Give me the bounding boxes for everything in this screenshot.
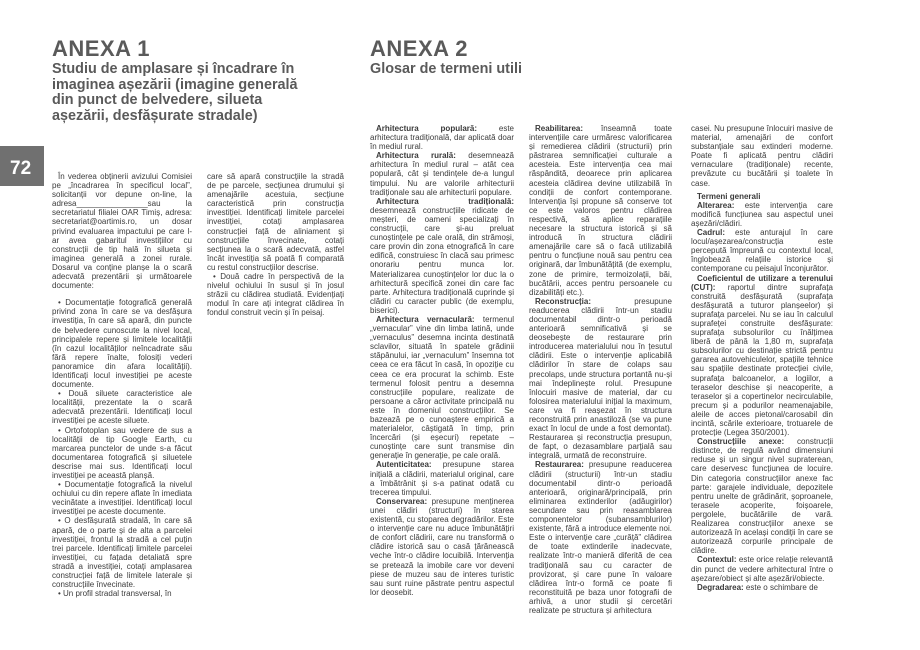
page-number: 72 xyxy=(10,158,32,179)
glossary-entry: Restaurarea: presupune readucerea clădirii (structurii) într-un stadiu documentabil dintr-o perioadă anterioară, originară/principală, prin eliminarea extinderilor (adăugirilor) secundare sau prin reasamblarea componentelor (subansamblurilor) existente, fără a introduce elemente noi. Este o intervenție care „curăță” clădirea de toate extinderile inadecvate, realizate într-o manieră diferită de cea tradițională sau cu caracter de provizorat, și care pune în valoare clădirea într-o formă ce poate fi reconstituită pe baza unor fotografii de arhivă, a unor studii și cercetări realizate pe structura și arhitectura xyxy=(529,460,672,615)
glossary-entry: Conservarea: presupune menținerea unei clădiri (structuri) în starea existentă, cu stoparea degradărilor. Este o intervenție care nu aduce îmbunătățiri de confort clădirii, care nu transformă o clădire istorică sau o casă țărănească veche într-o clădire locuibilă. Intervenția se pretează la imobile care vor deveni piese de muzeu sau de interes turistic sau sunt ruine păstrate pentru aspectul lor deosebit. xyxy=(370,496,514,597)
annex1-header xyxy=(52,38,298,124)
annex1-subtitle-line: așezării, desfășurate stradale) xyxy=(52,107,258,124)
annex1-subtitle-line: Studiu de amplasare și încadrare în xyxy=(52,61,295,77)
paragraph: care să apară construcțiile la stradă de pe parcele, secțiunea drumului și amenajările acestuia, secțiune caracteristică prin construcția investiției. Identificați limitele parcelei investiției, cotați amplasarea construcției față de aliniament și construcțiile învecinate, cotați secțiunea la o scară adecvată, astfel încât investiția să poată fi comparată cu restul construcțiilor descrise. xyxy=(207,172,344,272)
annex1-title: ANEXA 1 xyxy=(52,36,151,61)
glossary-entry: Arhitectura populară: este arhitectura tradițională, dar aplicată doar în mediul rural. xyxy=(370,124,514,152)
list-item: • Două cadre în perspectivă de la nivelul ochiului în susul și în josul străzii cu clădirea studiată. Evidențiați modul în care ați integrat clădirea în fondul construit vecin și în peisaj. xyxy=(207,272,344,318)
glossary-entry: Coeficientul de utilizare a terenului (CUT): raportul dintre suprafața construită desfășurată (suprafața desfășurată a tuturor planșeelor) și suprafața parcelei. Nu se iau în calculul suprafeței construite desfășurate: suprafața subsolurilor cu înălțimea liberă de până la 1,80 m, suprafața subsolurilor cu destinație strictă pentru gararea autovehiculelor, spațiile tehnice sau spațiile destinate protecției civile, suprafața balcoanelor, a logiilor, a teraselor deschise și neacoperite, a teraselor și a copertinelor necirculabile, precum și a podurilor neamenajabile, aleile de acces pietonal/carosabil din incintă, scările exterioare, trotuarele de protecție (Legea 350/2001). xyxy=(691,273,833,438)
glossary-column-3 xyxy=(691,124,833,592)
glossary-entry: Cadrul: este anturajul în care locul/așezarea/construcția este percepută împreună cu contextul local, înglobează relațiile istorice și contemporane cu peisajul înconjurător. xyxy=(691,228,833,274)
list-item: • Documentație fotografică la nivelul ochiului cu din repere aflate în imediata vecinătate a investiției. Identificați locul investiției pe aceste documente. xyxy=(52,480,192,517)
glossary-entry: Arhitectura rurală: desemnează arhitectura în mediul rural – atât cea populară, cât și tendințele de-a lungul timpului. Nu are valorile arhitecturii tradiționale sau ale arhitecturii populare. xyxy=(370,151,514,197)
glossary-entry: Alterarea: este intervenția care modifică funcțiunea sau aspectul unei așezări/clădiri. xyxy=(691,200,833,228)
annex2-subtitle: Glosar de termeni utili xyxy=(370,61,522,77)
paragraph: În vederea obținerii avizului Comisiei pe „încadrarea în specificul local”, solicitanții vor depune on-line, la adresa________________sau la secretariatul filialei OAR Timiș, adresa: secretariat@oartimis.ro, un dosar privind evaluarea impactului pe care l-ar avea gabaritul investițiilor cu construcții de tip hală în silueta și imaginea generală a zonei rurale. Dosarul va conține planșe la o scară adecvată prezentării și următoarele documente: xyxy=(52,172,192,291)
list-item: • Ortofotoplan sau vedere de sus a localității de tip Google Earth, cu marcarea punctelor de unde s-a făcut documentarea fotografică și siluetele descrise mai sus. Identificați locul investiției pe această planșă. xyxy=(52,425,192,480)
glossary-entry: Arhitectura tradițională: desemnează construcțiile ridicate de meșteri, de oameni specializați în construcții, care și-au preluat cunoștințele pe cale orală, din strămoși, care provin din zona etnografică în care edifică, construiesc în clacă sau primesc onorariu pentru munca lor. Materializarea cunoștințelor lor duc la o arhitectură specifică zonei din care fac parte. Arhitectura tradițională cuprinde și clădiri cu caracter public (de exemplu, biserici). xyxy=(370,196,514,315)
annex1-subtitle-line: din punct de belvedere, silueta xyxy=(52,92,263,108)
annex1-column-1 xyxy=(52,172,192,598)
annex2-title: ANEXA 2 xyxy=(370,36,469,61)
glossary-entry: Construcțiile anexe: construcții distincte, de regulă având dimensiuni reduse și un singur nivel supraterean, care deservesc funcțiunea de locuire. Din categoria construcțiilor anexe fac parte: garajele individuale, depozitele pentru unelte de grădinărit, șoproanele, terasele acoperite, foișoarele, pergolele, bucătăriile de vară. Realizarea construcțiilor anexe se autorizează în același condiții în care se autorizează corpurile principale de clădire. xyxy=(691,437,833,556)
glossary-entry: Reabilitarea: înseamnă toate intervențiile care urmăresc valorificarea și remedierea clădirii (structurii) prin păstrarea semnificației culturale a acesteia. Este intervenția cea mai răspândită, deoarece prin aplicarea acesteia clădirea devine utilizabilă în condiții de confort contemporane. Intervenția își propune să conserve tot ce este valoros pentru clădirea respectivă, să aplice reparațiile necesare la structura istorică și să introducă în structura clădirii amenajările care să o facă utilizabilă pentru o funcțiune nouă sau pentru cea originară, dar îmbunătățită (de exemplu, zone de primire, termoizolații, băi, bucătării, acces pentru persoanele cu dizabilități etc.). xyxy=(529,124,672,297)
paragraph: casei. Nu presupune înlocuiri masive de material, amenajări de confort substanțiale sau extinderi moderne. Poate fi aplicată pentru clădiri vernaculare (tradiționale) recente, prevăzute cu bucătării și toalete în case. xyxy=(691,124,833,188)
glossary-entry: Autenticitatea: presupune starea inițială a clădirii, materialul original, care a îmbătrânit și s-a patinat odată cu trecerea timpului. xyxy=(370,460,514,497)
glossary-column-2 xyxy=(529,124,672,615)
list-item: • Un profil stradal transversal, în xyxy=(58,589,172,599)
list-item: • Documentație fotografică generală privind zona în care se va desfășura investiția, în care să apară, din puncte de belvedere cunoscute la nivel local, principalele repere și limitele localității (în cazul localităților neîncadrate său fără repere înalte, folosiți vederi panoramice din afara localității). Identificați locul investiției pe aceste documente. xyxy=(52,298,192,390)
glossary-entry: Degradarea: este o schimbare de xyxy=(697,582,818,592)
annex1-column-2 xyxy=(207,172,344,318)
glossary-entry: Contextul: este orice relație relevantă din punct de vedere arhitectural între o așezare/obiect și alte așezări/obiecte. xyxy=(691,555,833,583)
annex1-subtitle-line: imaginea așezării (imagine generală xyxy=(52,76,298,93)
list-item: • Două siluete caracteristice ale localității, prezentate la o scară adecvată prezentării. Identificați locul investiției pe aceste siluete. xyxy=(52,389,192,426)
glossary-column-1 xyxy=(370,124,514,597)
annex1-subtitle xyxy=(52,62,298,124)
list-item: • O desfășurată stradală, în care să apară, de o parte și de alta a parcelei investiției, frontul la stradă a cel puțin trei parcele. Identificați limitele parcelei investiției, cu fațada detaliată spre stradă a investiției, cotați amplasarea construcției față de limitele laterale și construcțiile învecinate. xyxy=(52,516,192,590)
glossary-entry: Arhitectura vernaculară: termenul „vernacular” vine din limba latină, unde „vernaculus” desemna incinta destinată sclavilor, situată în spatele grădinii stăpânului, iar „vernaculum” însemna tot ceea ce era făcut în casă, în opoziție cu ceea ce era procurat la schimb. Este termenul folosit pentru a desemna construcțiile populare, realizate de persoane a căror activitate principală nu este în domeniul construcțiilor. Se bazează pe o cunoaștere empirică a materialelor, câștigată în timp, prin încercări (și eșecuri) repetate – cunoștințe care sunt transmise din generație în generație, pe cale orală. xyxy=(370,314,514,461)
glossary-entry: Reconstrucția: presupune readucerea clădirii într-un stadiu documentabil dintr-o perioadă anterioară semnificativă și se deosebește de restaurare prin introducerea materialului nou în țesutul clădirii. Este o intervenție aplicabilă clădirilor în stare de colaps sau precolaps, unde structura portantă nu-și mai îndeplinește rolul. Presupune înlocuiri masive de material, dar cu folosirea materialului inițial la maximum, care va fi reașezat în structura reconstruită prin anastiloză (se va pune exact în locul de unde a fost demontat). Restaurarea și reconstrucția presupun, de fapt, o dezasamblare parțială sau integrală, urmată de reconstruire. xyxy=(529,296,672,461)
annex2-header xyxy=(370,38,522,78)
section-title: Termeni generali xyxy=(697,191,761,201)
